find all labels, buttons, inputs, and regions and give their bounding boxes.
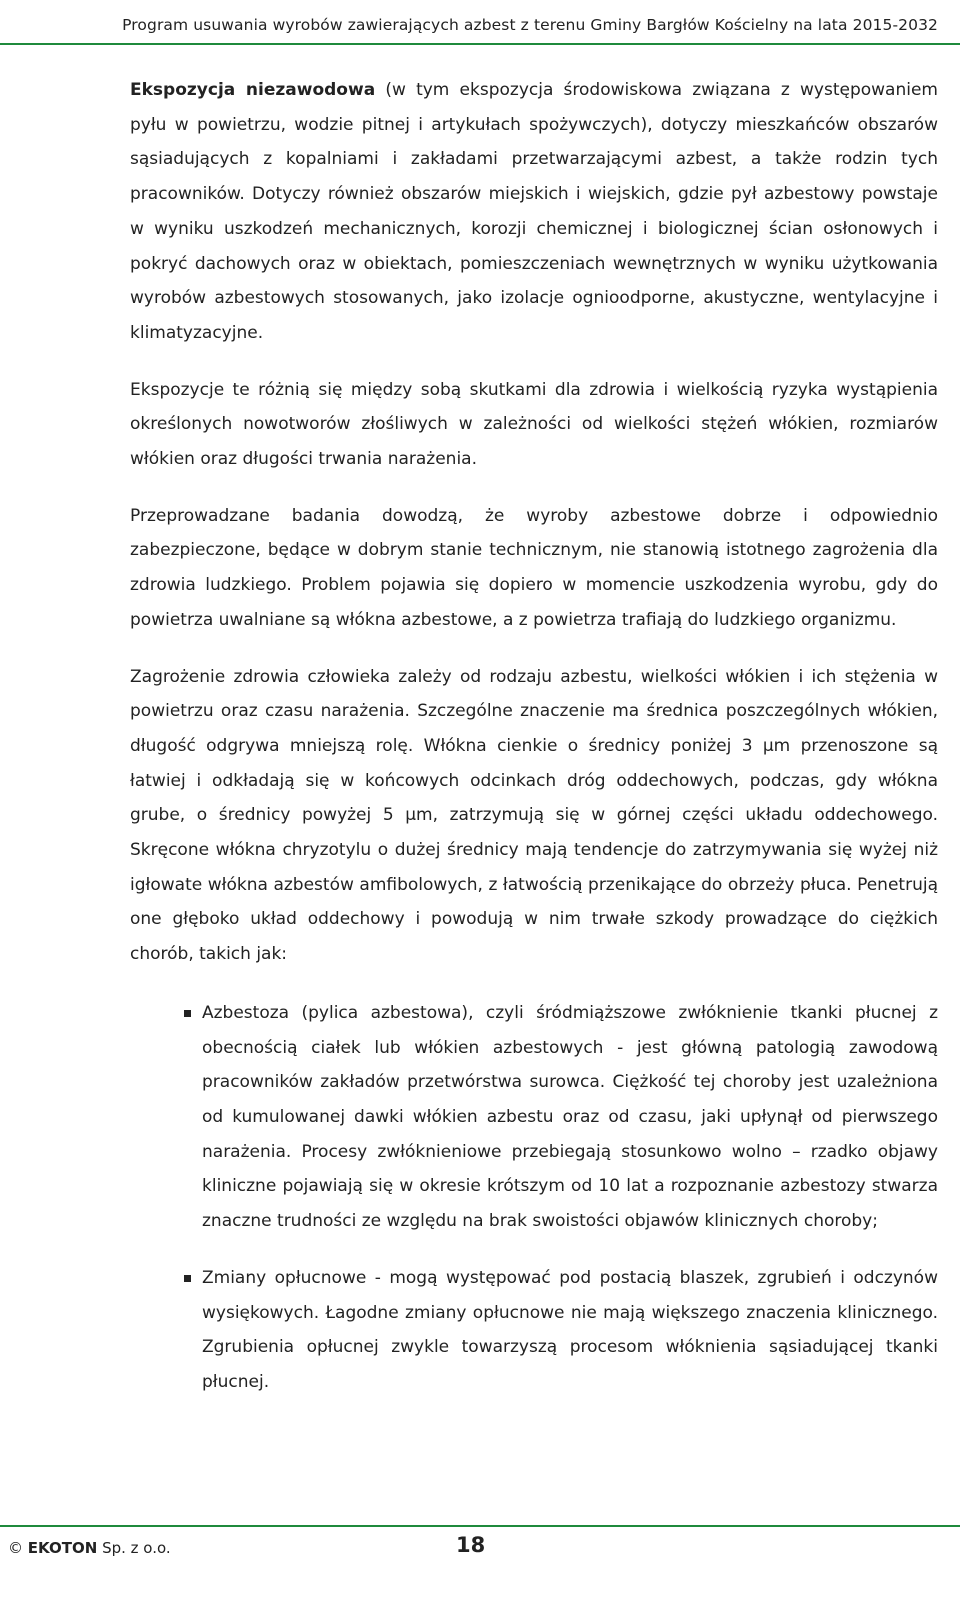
document-body [130,73,938,1422]
diseases-list [130,996,938,1400]
paragraph-non-occupational-exposure [130,73,938,351]
footer-company [8,1539,171,1557]
paragraph-exposure-differences: Ekspozycje te różnią się między sobą skutkami dla zdrowia i wielkością ryzyka wystąpienia określonych nowotworów złośliwych w zależności od wielkości stężeń włókien, rozmiarów włókien oraz długości trwania narażenia. [130,379,938,470]
list-item-text: Zmiany opłucnowe - mogą występować pod postacią blaszek, zgrubień i odczynów wysiękowych. Łagodne zmiany opłucnowe nie mają większego znaczenia klinicznego. Zgrubienia opłucnej zwykle towarzyszą procesom włóknienia sąsiadującej tkanki płucnej. [202,1267,938,1392]
footer-divider [0,1525,960,1527]
paragraph-text: (w tym ekspozycja środowiskowa związana z występowaniem pyłu w powietrzu, wodzie pitnej i artykułach spożywczych), dotyczy mieszkańców obszarów sąsiadujących z kopalniami i zakładami przetwarzającymi azbest, a także rodzin tych pracowników. Dotyczy również obszarów miejskich i wiejskich, gdzie pył azbestowy powstaje w wyniku uszkodzeń mechanicznych, korozji chemicznej i biologicznej ścian osłonowych i pokryć dachowych oraz w obiektach, pomieszczeniach wewnętrznych w wyniku użytkowania wyrobów azbestowych stosowanych, jako izolacje ognioodporne, akustyczne, wentylacyjne i klimatyzacyjne. [130,80,938,343]
document-title: Program usuwania wyrobów zawierających azbest z terenu Gminy Bargłów Kościelny na lata 2015-2032 [122,16,938,34]
paragraph-health-risk: Zagrożenie zdrowia człowieka zależy od rodzaju azbestu, wielkości włókien i ich stężenia w powietrzu oraz czasu narażenia. Szczególne znaczenie ma średnica poszczególnych włókien, długość odgrywa mniejszą rolę. Włókna cienkie o średnicy poniżej 3 µm przenoszone są łatwiej i odkładają się w końcowych odcinkach dróg oddechowych, podczas, gdy włókna grube, o średnicy powyżej 5 µm, zatrzymują się w górnej części układu oddechowego. Skręcone włókna chryzotylu o dużej średnicy mają tendencje do zatrzymywania się wyżej niż igłowate włókna azbestów amfibolowych, z łatwością przenikające do obrzeży płuca. Penetrują one głęboko układ oddechowy i powodują w nim trwałe szkody prowadzące do ciężkich chorób, takich jak: [130,666,938,965]
page-footer [0,1525,960,1599]
list-item-text: Azbestoza (pylica azbestowa), czyli śródmiąższowe zwłóknienie tkanki płucnej z obecnością ciałek lub włókien azbestowych - jest główną patologią zawodową pracowników zakładów przetwórstwa surowca. Ciężkość tej choroby jest uzależniona od kumulowanej dawki włókien azbestu oraz od czasu, jaki upłynął od pierwszego narażenia. Procesy zwłóknieniowe przebiegają stosunkowo wolno – rzadko objawy kliniczne pojawiają się w okresie krótszym od 10 lat a rozpoznanie azbestozy stwarza znaczne trudności ze względu na brak swoistości objawów klinicznych choroby; [202,1002,938,1232]
paragraph-research-findings: Przeprowadzane badania dowodzą, że wyroby azbestowe dobrze i odpowiednio zabezpieczone, będące w dobrym stanie technicznym, nie stanowią istotnego zagrożenia dla zdrowia ludzkiego. Problem pojawia się dopiero w momencie uszkodzenia wyrobu, gdy do powietrza uwalniane są włókna azbestowe, a z powietrza trafiają do ludzkiego organizmu. [130,505,938,630]
list-item-pleural-changes [130,1261,938,1400]
list-item-asbestosis [130,996,938,1239]
company-suffix: Sp. z o.o. [102,1539,171,1557]
paragraph-lead-term: Ekspozycja niezawodowa [130,80,376,100]
company-brand: EKOTON [27,1539,98,1557]
square-bullet-icon [184,1010,191,1017]
square-bullet-icon [184,1275,191,1282]
page-number: 18 [456,1533,486,1557]
header-divider [0,43,960,45]
page-header [0,0,960,44]
copyright-symbol: © [8,1539,23,1557]
